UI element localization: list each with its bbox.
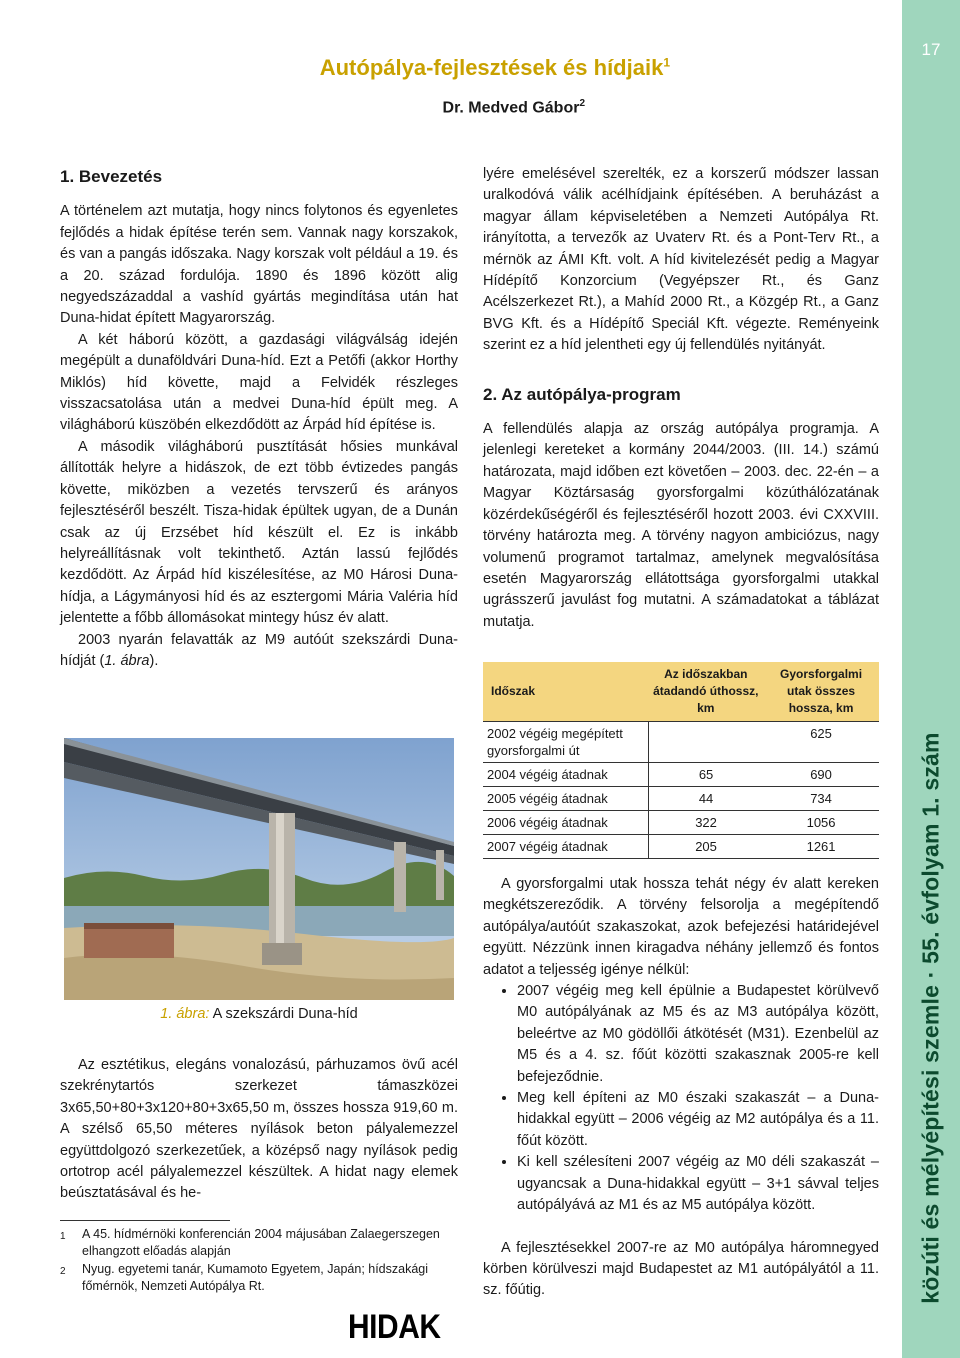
figure-caption bbox=[60, 1006, 458, 1022]
table-cell: 2002 végéig megépített gyorsforgalmi út bbox=[483, 722, 649, 763]
footnotes bbox=[60, 1226, 458, 1296]
footnote-number: 2 bbox=[60, 1266, 66, 1277]
table-row bbox=[483, 763, 879, 787]
hidak-logo: HIDAK bbox=[348, 1308, 441, 1346]
section-heading-intro: 1. Bevezetés bbox=[60, 167, 163, 186]
paragraph: A második világháború pusztítását hősies munkával állították helyre a hidászok, de ezt több évtizedes pangás követte, miközben a vezetés tervszerű és arányos fejlesztéséről beszélt. Tisza-hidak épültek ugyan, de a Dunán csak az új Erzsébet híd készült el. Ez is inkább helyreállításnak volt tekinthető. Aztán lassú fejlődés kezdődött. Az Árpád híd kiszélesítése, az M0 Hárosi Duna-hídja, a Lágymányosi híd és az esztergomi Mária Valéria híd jelentette a főbb állomásokat mintegy húsz év alatt. bbox=[60, 438, 458, 627]
table-cell: 2006 végéig átadnak bbox=[483, 811, 649, 835]
table-row bbox=[483, 787, 879, 811]
paragraph: lyére emelésével szerelték, ez a korszerű módszer lassan uralkodóvá válik acélhídjaink építésében. A beruházást a magyar állam képviseletében a Nemzeti Autópálya Rt. irányította, a tervezők az Uvaterv Rt. és a Pont-Terv Rt., a mérnök az ÁMI Kft. volt. A híd kivitelezését pedig a Magyar Hídépítő Konzorcium (Vegyépszer Rt., és Ganz Acélszerkezet Rt.), a Mahíd 2000 Rt., a Közgép Rt., a Ganz BVG Kft. és a Hídépítő Speciál Kft. végezte. Reményeink szerint ez a híd jelentheti egy új fellendülés nyitányát. bbox=[483, 166, 879, 354]
section-heading-program: 2. Az autópálya-program bbox=[483, 384, 681, 404]
paragraph bbox=[60, 630, 458, 673]
figure-label: 1. ábra: bbox=[160, 1006, 210, 1022]
list-item: • 2007 végéig meg kell épülnie a Budapestet körülvevő M0 autópályának az M5 és az M3 autópálya között, beleértve az M0 gödöllői átkötését (M31). Ezenbelül az M5 és a 4. sz. főút közötti szakasznak 2005-re kell befejeződnie. bbox=[517, 981, 879, 1088]
table-cell: 205 bbox=[649, 835, 764, 859]
table-cell: 690 bbox=[763, 763, 879, 787]
table-header-row bbox=[483, 662, 879, 722]
table-header: Időszak bbox=[483, 662, 649, 722]
table-cell: 2005 végéig átadnak bbox=[483, 787, 649, 811]
bridge-photo bbox=[64, 738, 454, 1000]
table-cell: 2007 végéig átadnak bbox=[483, 835, 649, 859]
left-column bbox=[60, 166, 458, 672]
table-cell: 625 bbox=[763, 722, 879, 763]
author-footnote-mark: 2 bbox=[579, 98, 585, 109]
right-column-lower bbox=[483, 874, 879, 1302]
figure-reference: 1. ábra bbox=[104, 652, 150, 669]
bridge-illustration bbox=[64, 738, 454, 1000]
table-cell: 65 bbox=[649, 763, 764, 787]
paragraph: A történelem azt mutatja, hogy nincs folytonos és egyenletes fejlődés a hidak építése terén sem. Vannak nagy korszakok, és van a pangás időszaka. Nagy korszak volt például a 19. és a 20. század fordulója. 1890 és 1896 között alig negyedszázaddal a vashíd gyártás megindítása után hat Duna-hidat épített Magyarország. bbox=[60, 203, 458, 327]
journal-side-label bbox=[904, 732, 958, 1304]
article-title bbox=[320, 55, 670, 81]
paragraph: A gyorsforgalmi utak hossza tehát négy év alatt kereken megkétszereződik. A törvény felsorolja a megépítendő autópálya/autóút szakaszokat, azok befejezési határidejével együtt. Nézzünk innen kiragadva néhány jellemző és fontos adatot a teljesség igénye nélkül: bbox=[483, 876, 879, 978]
right-column bbox=[483, 164, 879, 633]
paragraph: Az esztétikus, elegáns vonalozású, párhuzamos övű acél szekrénytartós szerkezet támaszközei 3x65,50+80+3x120+80+3x65,50 m, összes hossza 919,60 m. A szélső 65,50 méteres nyílások beton pályalemezzel együttdolgozó szerkezetűek, a középső nagy nyílások pedig ortotrop acél pályalemezzel készültek. A hidat nagy elemek beúsztatásával és he- bbox=[60, 1057, 458, 1202]
left-column-lower bbox=[60, 1055, 458, 1205]
title-text: Autópálya-fejlesztések és hídjaik bbox=[319, 55, 664, 80]
paragraph-text: 2003 nyarán felavatták az M9 autóút szekszárdi Duna-hídját ( bbox=[60, 631, 458, 669]
footnote-divider bbox=[60, 1220, 230, 1221]
article-author bbox=[443, 98, 585, 117]
paragraph-text: ). bbox=[149, 652, 159, 669]
page-number: 17 bbox=[921, 40, 941, 59]
list-item: • Ki kell szélesíteni 2007 végéig az M0 déli szakaszát – ugyancsak a Duna-hidakkal együtt – 3+1 sávval teljes autópályává az M1 és az M5 autópálya között. bbox=[517, 1152, 879, 1216]
table-row bbox=[483, 835, 879, 859]
footnote-number: 1 bbox=[60, 1231, 66, 1242]
table-cell: 1056 bbox=[763, 811, 879, 835]
table-row bbox=[483, 811, 879, 835]
paragraph: A két háború között, a gazdasági világválság idején megépült a dunaföldvári Duna-híd. Ezt a Petőfi (akkor Horthy Miklós) híd követte, majd a Felvidék részleges visszacsatolása után a medvei Duna-híd épült meg. A világháború küszöbén elkezdődött az Árpád híd építése is. bbox=[60, 331, 458, 434]
table-cell: 2004 végéig átadnak bbox=[483, 763, 649, 787]
highway-length-table bbox=[483, 662, 879, 859]
footnote-text: Nyug. egyetemi tanár, Kumamoto Egyetem, Japán; hídszakági főmérnök, Nemzeti Autópálya Rt. bbox=[82, 1262, 429, 1293]
title-footnote-mark: 1 bbox=[663, 55, 670, 70]
paragraph: A fejlesztésekkel 2007-re az M0 autópálya háromnegyed körben körülveszi majd Budapestet az M1 autópályától a 11. sz. főútig. bbox=[483, 1239, 879, 1299]
table-row bbox=[483, 722, 879, 763]
journal-side-text: közúti és mélyépítési szemle · 55. évfolyam 1. szám bbox=[917, 732, 944, 1304]
footnote bbox=[60, 1261, 458, 1295]
author-name: Dr. Medved Gábor bbox=[442, 99, 580, 117]
table-cell: 1261 bbox=[763, 835, 879, 859]
table-header: Gyorsforgalmi utak összes hossza, km bbox=[763, 662, 879, 722]
paragraph: A fellendülés alapja az ország autópálya programja. A jelenlegi kereteket a kormány 2044/2003. (III. 14.) számú határozata, majd időben ezt követően – 2003. dec. 22-én – a Magyar Köztársaság gyorsforgalmi közúthálózatának közérdekűségéről és fejlesztéséről hozott 2003. évi CXXVIII. törvény határozta meg. A törvény nagyon ambiciózus, nagy volumenű programot tartalmaz, amelynek megvalósítása esetén Magyarország ellátottsága gyorsforgalmi utakkal ugrásszerű javulást fog mutatni. A számadatokat a táblázat mutatja. bbox=[483, 421, 879, 630]
caption-text: A szekszárdi Duna-híd bbox=[209, 1006, 358, 1022]
list-item: • Meg kell építeni az M0 északi szakaszát – a Duna-hidakkal együtt – 2006 végéig az M2 autópálya és a 11. főút között. bbox=[517, 1088, 879, 1152]
footnote bbox=[60, 1226, 458, 1260]
bullet-list bbox=[483, 981, 879, 1216]
table-cell: 734 bbox=[763, 787, 879, 811]
table-cell bbox=[649, 722, 764, 763]
table-cell: 322 bbox=[649, 811, 764, 835]
footnote-text: A 45. hídmérnöki konferencián 2004 májusában Zalaegerszegen elhangzott előadás alapján bbox=[82, 1227, 440, 1258]
table-header: Az időszakban átadandó úthossz, km bbox=[649, 662, 764, 722]
table-cell: 44 bbox=[649, 787, 764, 811]
